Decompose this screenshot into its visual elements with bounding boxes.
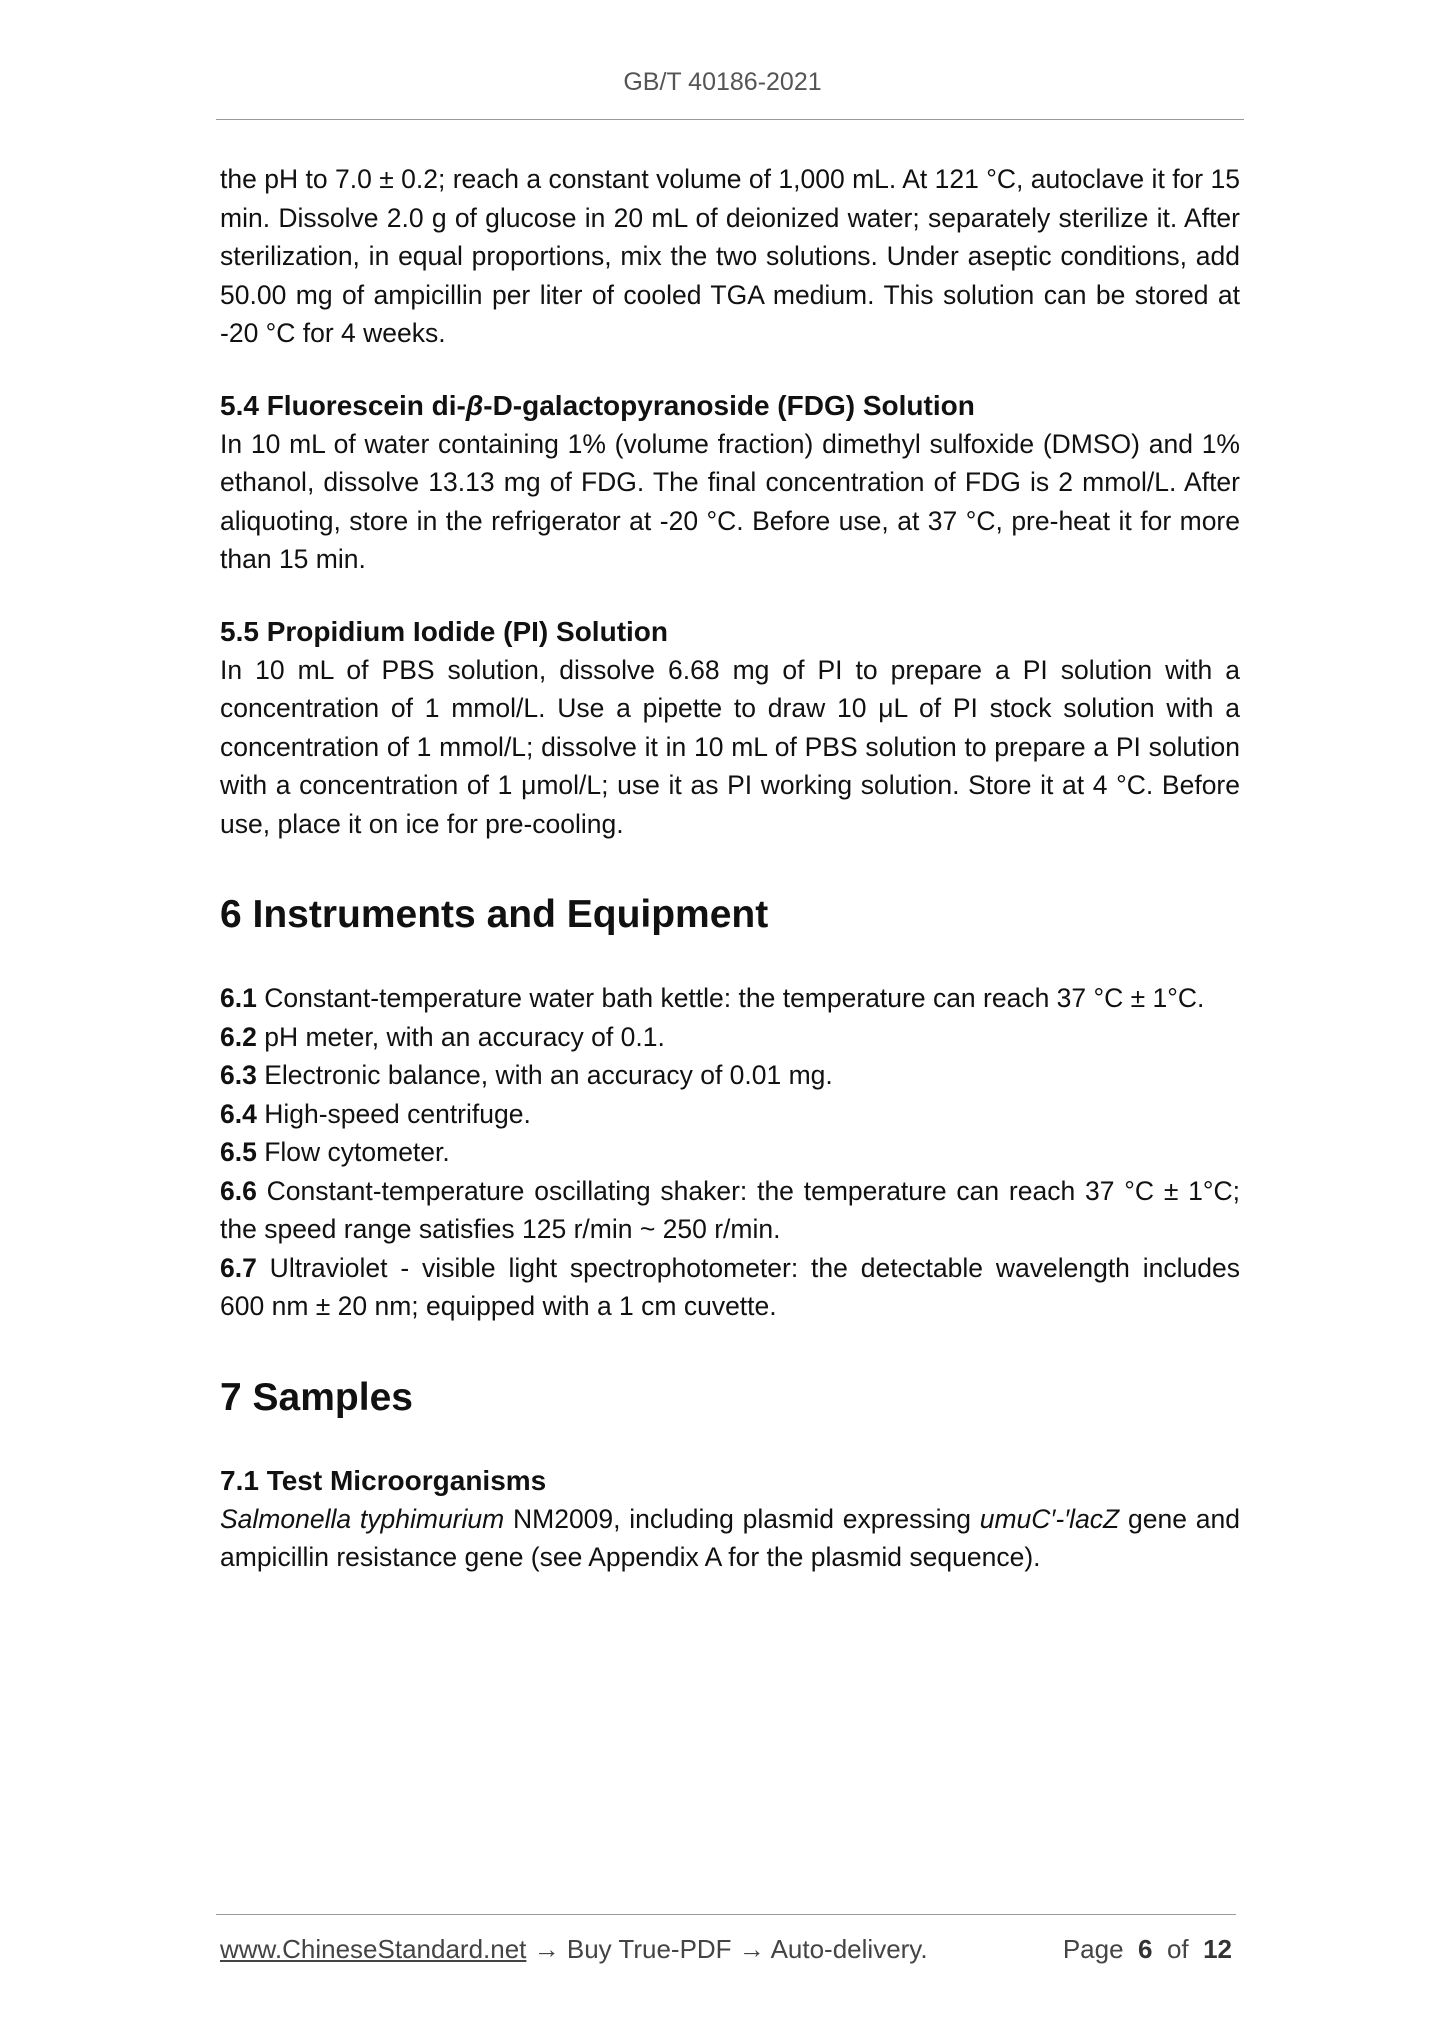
section-5-4-heading: 5.4 Fluorescein di-β-D-galactopyranoside (FDG) Solution (220, 389, 975, 421)
section-7-1-heading: 7.1 Test Microorganisms (220, 1464, 547, 1496)
page-content (220, 160, 1240, 1577)
page-footer (220, 1934, 1232, 1965)
section-5-4-text: In 10 mL of water containing 1% (volume fraction) dimethyl sulfoxide (DMSO) and 1% ethanol, dissolve 13.13 mg of FDG. The final concentration of FDG is 2 mmol/L. After aliquoting, store in the refrigerator at -20 °C. Before use, at 37 °C, pre-heat it for more than 15 min. (220, 428, 1240, 574)
gene-name: umuC′-′lacZ (979, 1503, 1120, 1534)
list-item: 6.1 Constant-temperature water bath kettle: the temperature can reach 37 °C ± 1°C. (220, 983, 1205, 1013)
footer-divider (216, 1914, 1236, 1915)
list-item: 6.6 Constant-temperature oscillating shaker: the temperature can reach 37 °C ± 1°C; the speed range satisfies 125 r/min ~ 250 r/min. (220, 1175, 1240, 1244)
page-indicator: Page 6 of 12 (1062, 1934, 1232, 1964)
page-total: 12 (1203, 1934, 1232, 1964)
section-5-5-text: In 10 mL of PBS solution, dissolve 6.68 mg of PI to prepare a PI solution with a concentration of 1 mmol/L. Use a pipette to draw 10 μL of PI stock solution with a concentration of 1 mmol/L; dissolve it in 10 mL of PBS solution to prepare a PI solution with a concentration of 1 μmol/L; use it as PI working solution. Store it at 4 °C. Before use, place it on ice for pre-cooling. (220, 654, 1240, 839)
section-5-5-heading: 5.5 Propidium Iodide (PI) Solution (220, 615, 668, 647)
list-item: 6.3 Electronic balance, with an accuracy of 0.01 mg. (220, 1060, 833, 1090)
section-7-1-text: Salmonella typhimurium NM2009, including plasmid expressing umuC′-′lacZ gene and ampicillin resistance gene (see Appendix A for the plasmid sequence). (220, 1503, 1240, 1572)
equipment-list (220, 979, 1240, 1326)
list-item: 6.7 Ultraviolet - visible light spectrophotometer: the detectable wavelength includes 600 nm ± 20 nm; equipped with a 1 cm cuvette. (220, 1252, 1240, 1321)
footer-tagline: → Buy True-PDF → Auto-delivery. (526, 1934, 928, 1964)
beta-symbol: β (465, 389, 484, 421)
section-7-heading: 7 Samples (220, 1375, 413, 1419)
list-item: 6.5 Flow cytometer. (220, 1137, 450, 1167)
species-name: Salmonella typhimurium (220, 1503, 505, 1534)
list-item: 6.4 High-speed centrifuge. (220, 1098, 531, 1129)
website-link[interactable]: www.ChineseStandard.net (220, 1934, 527, 1964)
section-6-heading: 6 Instruments and Equipment (220, 893, 769, 936)
header-divider (216, 119, 1244, 120)
list-item: 6.2 pH meter, with an accuracy of 0.1. (220, 1021, 665, 1052)
page-number: 6 (1138, 1934, 1153, 1964)
intro-paragraph: the pH to 7.0 ± 0.2; reach a constant volume of 1,000 mL. At 121 °C, autoclave it for 15 min. Dissolve 2.0 g of glucose in 20 mL of deionized water; separately sterilize it. After sterilization, in equal proportions, mix the two solutions. Under aseptic conditions, add 50.00 mg of ampicillin per liter of cooled TGA medium. This solution can be stored at -20 °C for 4 weeks. (220, 164, 1240, 348)
document-header: GB/T 40186-2021 (623, 68, 822, 96)
